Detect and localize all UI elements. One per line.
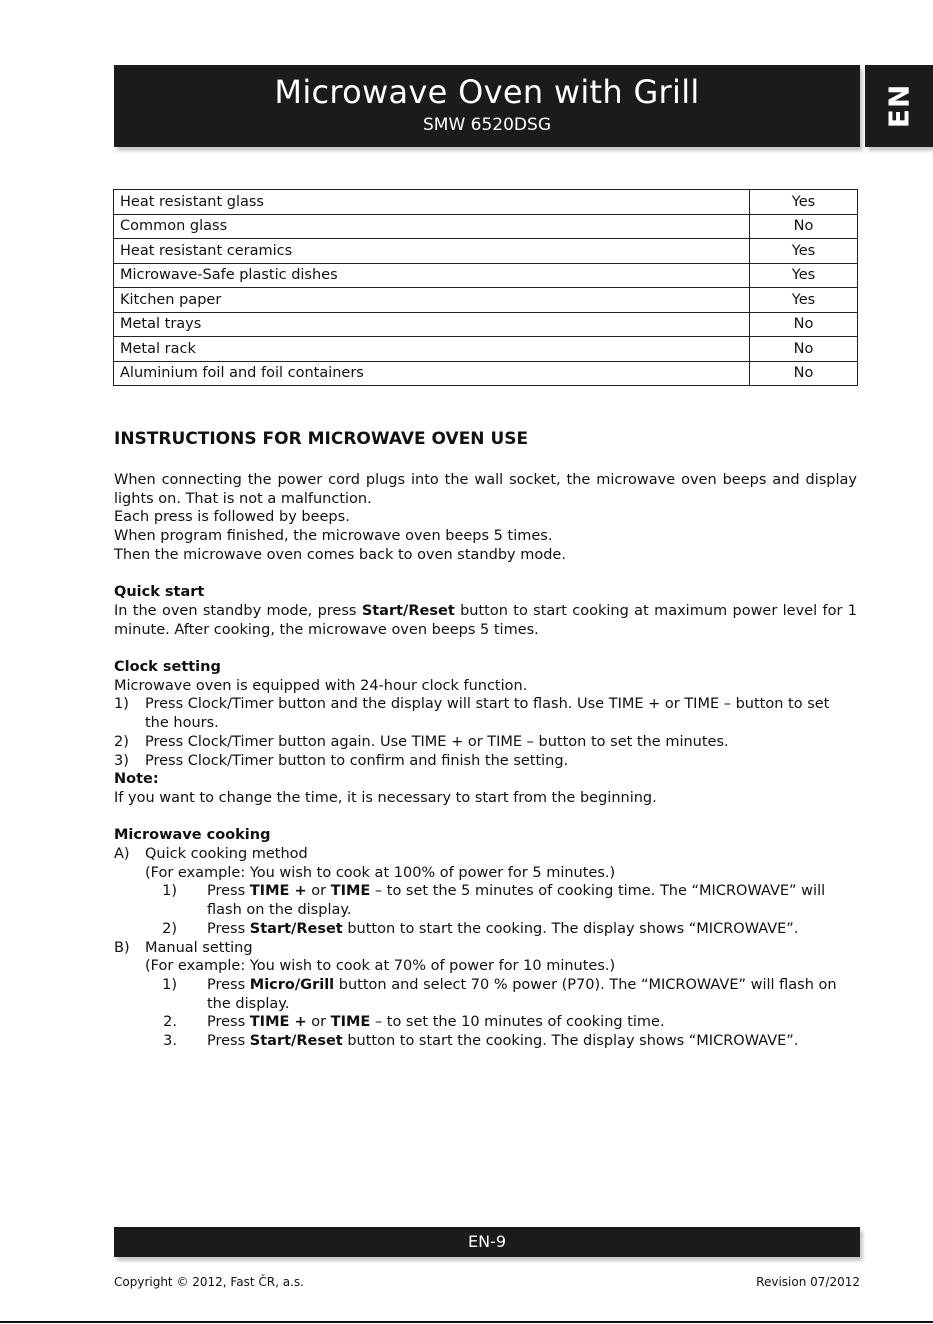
material-cell: Heat resistant ceramics xyxy=(114,239,750,264)
suitability-cell: Yes xyxy=(750,239,858,264)
subheading-quick-start: Quick start xyxy=(114,584,205,601)
intro-paragraph: Then the microwave oven comes back to oven standby mode. xyxy=(114,546,566,563)
table-row xyxy=(114,312,858,337)
intro-paragraph: When connecting the power cord plugs into the wall socket, the microwave oven beeps and display lights on. That is not a malfunction. xyxy=(114,472,857,507)
list-item: 1) Press Micro/Grill button and select 70 % power (P70). The “MICROWAVE” will flash on the display. xyxy=(162,976,837,1012)
quick-start-text: In the oven standby mode, press Start/Reset button to start cooking at maximum power level for 1 minute. After cooking, the microwave oven beeps 5 times. xyxy=(114,602,857,638)
suitability-cell: No xyxy=(750,312,858,337)
suitability-cell: No xyxy=(750,361,858,386)
table-row xyxy=(114,288,858,313)
table-row xyxy=(114,214,858,239)
table-row xyxy=(114,361,858,386)
list-item: 3. Press Start/Reset button to start the cooking. The display shows “MICROWAVE”. xyxy=(163,1033,799,1050)
bottom-rule xyxy=(0,1321,933,1323)
suitability-cell: No xyxy=(750,337,858,362)
language-label: EN xyxy=(882,83,916,129)
suitability-cell: No xyxy=(750,214,858,239)
list-item: 1) Press TIME + or TIME – to set the 5 minutes of cooking time. The “MICROWAVE” will flash on the display. xyxy=(162,883,826,919)
subheading-microwave-cooking: Microwave cooking xyxy=(114,827,271,844)
material-cell: Kitchen paper xyxy=(114,288,750,313)
material-cell: Heat resistant glass xyxy=(114,190,750,215)
material-cell: Aluminium foil and foil containers xyxy=(114,361,750,386)
page-title: Microwave Oven with Grill xyxy=(274,73,700,111)
clock-intro: Microwave oven is equipped with 24-hour clock function. xyxy=(114,677,528,694)
suitability-cell: Yes xyxy=(750,263,858,288)
list-item: 3) Press Clock/Timer button to confirm and finish the setting. xyxy=(114,752,569,769)
list-item: B) Manual setting xyxy=(114,939,253,956)
revision-text: Revision 07/2012 xyxy=(756,1275,860,1289)
table-row xyxy=(114,263,858,288)
page-number-bar xyxy=(114,1227,860,1257)
suitability-cell: Yes xyxy=(750,288,858,313)
intro-paragraph: Each press is followed by beeps. xyxy=(114,509,350,526)
table-row xyxy=(114,239,858,264)
note-text: If you want to change the time, it is necessary to start from the beginning. xyxy=(114,789,657,806)
subheading-clock-setting: Clock setting xyxy=(114,659,221,675)
example-text: (For example: You wish to cook at 70% of power for 10 minutes.) xyxy=(145,958,616,975)
list-item: 2. Press TIME + or TIME – to set the 10 minutes of cooking time. xyxy=(163,1014,665,1031)
note-label: Note: xyxy=(114,771,159,788)
suitability-cell: Yes xyxy=(750,190,858,215)
section-title: INSTRUCTIONS FOR MICROWAVE OVEN USE xyxy=(114,429,529,449)
material-cell: Common glass xyxy=(114,214,750,239)
example-text: (For example: You wish to cook at 100% of power for 5 minutes.) xyxy=(145,864,616,881)
list-item: 2) Press Clock/Timer button again. Use TIME + or TIME – button to set the minutes. xyxy=(114,733,729,750)
model-number: SMW 6520DSG xyxy=(423,115,551,135)
list-item: 1) Press Clock/Timer button and the display will start to flash. Use TIME + or TIME – button to set the hours. xyxy=(114,696,830,732)
cookware-table xyxy=(113,189,858,386)
instructions-section xyxy=(114,428,857,1051)
list-item: A) Quick cooking method xyxy=(114,846,308,863)
intro-paragraph: When program finished, the microwave oven beeps 5 times. xyxy=(114,528,553,545)
material-cell: Metal rack xyxy=(114,337,750,362)
table-row xyxy=(114,337,858,362)
list-item: 2) Press Start/Reset button to start the cooking. The display shows “MICROWAVE”. xyxy=(162,920,799,937)
material-cell: Microwave-Safe plastic dishes xyxy=(114,263,750,288)
table-row xyxy=(114,190,858,215)
page-number: EN-9 xyxy=(467,1232,507,1251)
copyright-text: Copyright © 2012, Fast ČR, a.s. xyxy=(114,1275,304,1289)
material-cell: Metal trays xyxy=(114,312,750,337)
language-tab xyxy=(865,65,933,147)
header-bar xyxy=(114,65,860,147)
